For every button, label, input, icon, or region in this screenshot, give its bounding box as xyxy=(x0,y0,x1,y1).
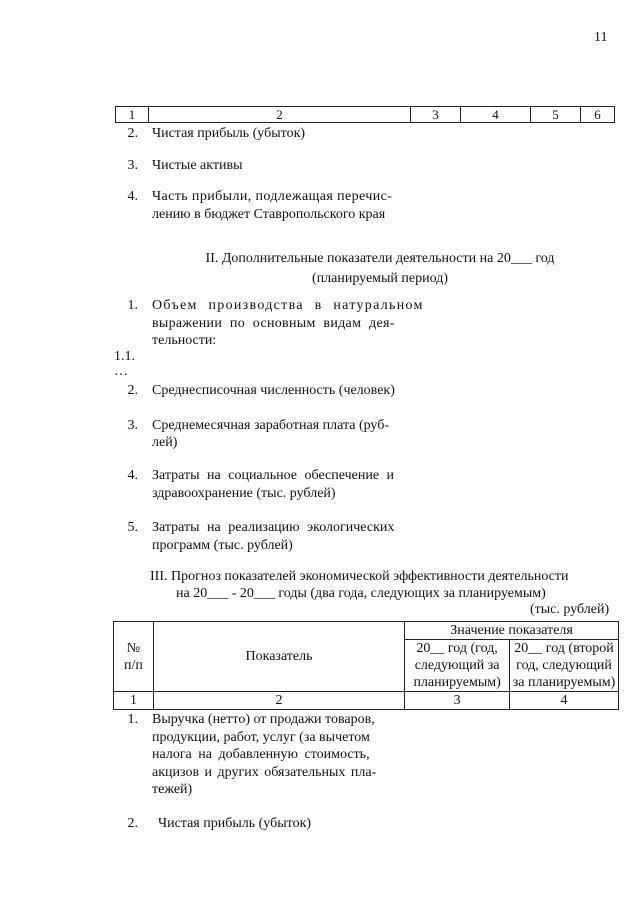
item-number: 1.1. xyxy=(114,349,135,364)
item-number: 2. xyxy=(127,126,138,141)
item-number: 3. xyxy=(127,418,138,433)
item-number: … xyxy=(114,364,128,379)
section-title xyxy=(160,249,600,289)
column-number: 1 xyxy=(116,107,149,122)
section-title-line: II. Дополнительные показатели деятельности на 20___ год xyxy=(205,251,555,266)
item-text: налога на добавленную стоимость, xyxy=(152,747,370,762)
column-number: 4 xyxy=(461,107,531,122)
header-text: п/п xyxy=(124,657,143,673)
header-text: 20__ год (второй xyxy=(514,641,614,656)
item-text: Затраты на реализацию экологических xyxy=(152,520,395,535)
column-number: 2 xyxy=(149,107,411,122)
item-text: Часть прибыли, подлежащая перечис- xyxy=(152,189,393,204)
column-number: 6 xyxy=(594,107,601,122)
units-label: (тыс. рублей) xyxy=(530,602,610,617)
item-text: Чистая прибыль (убыток) xyxy=(152,126,306,141)
column-number: 5 xyxy=(531,107,581,122)
table-header-value-group: Значение показателя xyxy=(405,622,619,640)
item-text: здравоохранение (тыс. рублей) xyxy=(152,486,336,501)
item-number: 3. xyxy=(127,158,138,173)
item-text: программ (тыс. рублей) xyxy=(152,538,293,553)
item-number: 5. xyxy=(127,520,138,535)
item-text: выражении по основным видам дея- xyxy=(152,316,395,331)
page-number: 11 xyxy=(594,30,608,45)
item-text: Чистые активы xyxy=(152,158,243,173)
item-text: Выручка (нетто) от продажи товаров, xyxy=(152,712,375,727)
item-number: 4. xyxy=(127,189,138,204)
item-text: лей) xyxy=(152,435,178,450)
item-number: 2. xyxy=(127,383,138,398)
section-title: III. Прогноз показателей экономической эффективности деятельности xyxy=(150,569,569,584)
item-text: тежей) xyxy=(152,782,193,797)
column-number: 4 xyxy=(510,692,619,710)
item-text: Объем производства в натуральном xyxy=(152,298,424,313)
header-text: следующий за xyxy=(414,658,500,673)
section-title: на 20___ - 20___ годы (два года, следующих за планируемым) xyxy=(176,586,546,601)
column-number: 3 xyxy=(405,692,510,710)
table-header-indicator: Показатель xyxy=(153,622,404,692)
item-number: 1. xyxy=(127,298,138,313)
item-text: тельности: xyxy=(152,333,217,348)
header-text: год, следующий xyxy=(516,658,612,673)
header-text: № xyxy=(126,640,141,656)
item-text: Среднесписочная численность (человек) xyxy=(152,383,395,398)
item-number: 4. xyxy=(127,468,138,483)
table-column-numbering-row xyxy=(115,106,615,123)
item-text: Затраты на социальное обеспечение и xyxy=(152,468,395,483)
item-text: акцизов и других обязательных пла- xyxy=(152,765,377,780)
item-number: 2. xyxy=(127,816,138,831)
table-header-num xyxy=(114,622,154,692)
forecast-table xyxy=(113,621,619,710)
column-number: 2 xyxy=(153,692,404,710)
column-number: 3 xyxy=(411,107,461,122)
item-number: 1. xyxy=(127,712,138,727)
header-text: планируемым) xyxy=(413,675,501,690)
column-number: 1 xyxy=(114,692,154,710)
item-text: Чистая прибыль (убыток) xyxy=(158,816,312,831)
item-text: Среднемесячная заработная плата (руб- xyxy=(152,418,390,433)
item-text: продукции, работ, услуг (за вычетом xyxy=(152,730,370,745)
header-text: 20__ год (год, xyxy=(416,641,498,656)
table-header-year-2 xyxy=(510,640,619,692)
section-title-line: (планируемый период) xyxy=(311,271,449,286)
item-text: лению в бюджет Ставропольского края xyxy=(152,207,386,222)
table-header-year-1 xyxy=(405,640,510,692)
header-text: за планируемым) xyxy=(512,675,616,690)
